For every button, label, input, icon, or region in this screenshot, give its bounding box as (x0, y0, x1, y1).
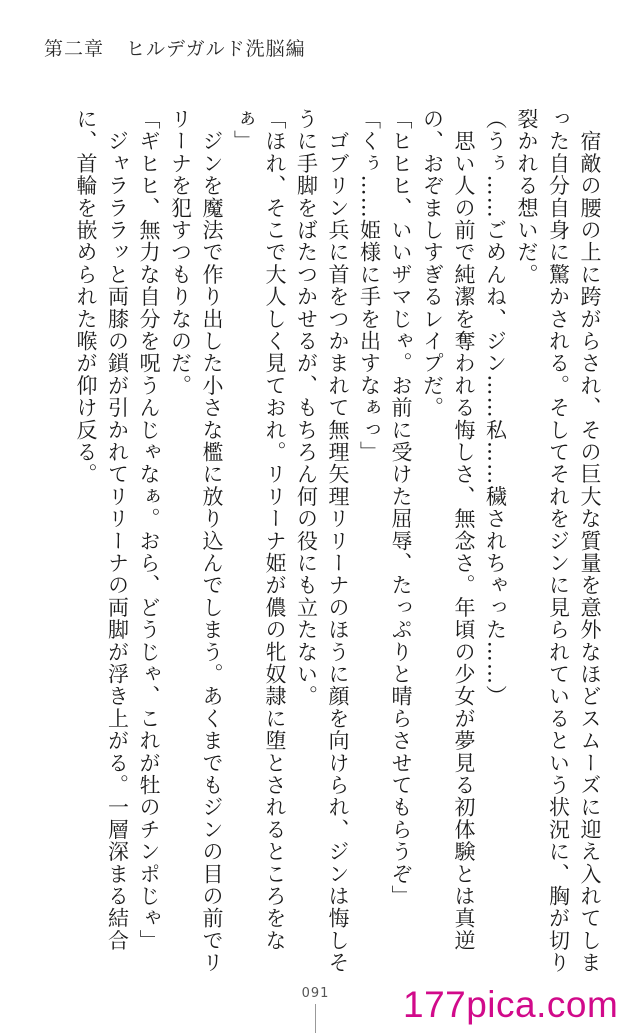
running-header (44, 34, 306, 61)
page-number-rule (315, 1004, 316, 1033)
paragraph: 「くぅ……姫様に手を出すなぁっ」 (357, 108, 382, 464)
paragraph: ジンを魔法で作り出した小さな檻に放り込んでしまう。あくまでもジンの目の前でリリーナを犯すつもりなのだ。 (168, 108, 224, 974)
paragraph: （うぅ……ごめんね、ジン……私……穢されちゃった……） (483, 108, 508, 708)
paragraph: 思い人の前で純潔を奪われる悔しさ、無念さ。年頃の少女が夢見る初体験とは真逆の、おぞましすぎるレイプだ。 (420, 108, 476, 952)
paragraph: ゴブリン兵に首をつかまれて無理矢理リリーナのほうに顔を向けられ、ジンは悔しそうに手脚をばたつかせるが、もちろん何の役にも立たない。 (294, 108, 350, 974)
paragraph: 「ギヒヒ、無力な自分を呪うんじゃなぁ。おら、どうじゃ、これが牡のチンポじゃ」 (137, 108, 161, 952)
paragraph: ジャラララッと両膝の鎖が引かれてリリーナの両脚が浮き上がる。一層深まる結合に、首輪を嵌められた喉が仰け反る。 (74, 108, 130, 952)
chapter-title: ヒルデガルド洗脳編 (126, 38, 306, 60)
novel-body-text (45, 108, 605, 980)
paragraph: 「ほれ、そこで大人しく見ておれ。リリーナ姫が儂の牝奴隷に堕とされるところをなぁ」 (231, 108, 287, 952)
chapter-label: 第二章 (44, 38, 105, 60)
paragraph: 宿敵の腰の上に跨がらされ、その巨大な質量を意外なほどスムーズに迎え入れてしまった自分自身に驚かされる。そしてそれをジンに見られているという状況に、胸が切り裂かれる想いだ。 (515, 108, 602, 974)
paragraph: 「ヒヒヒ、いいザマじゃ。お前に受けた屈辱、たっぷりと晴らさせてもらうぞ」 (389, 108, 413, 908)
page-number: 091 (301, 986, 330, 1001)
watermark: 177pica.com (403, 984, 619, 1025)
